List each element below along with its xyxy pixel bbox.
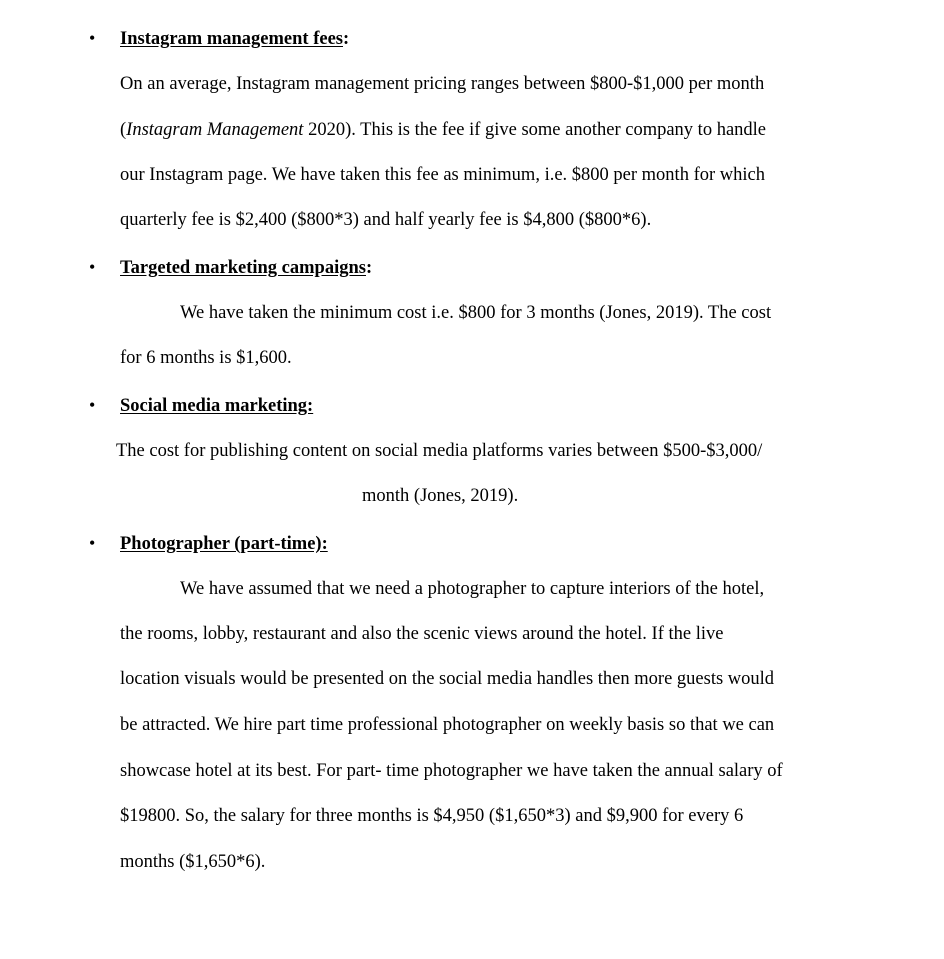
section-heading-photographer: [120, 533, 328, 555]
paragraph-line: showcase hotel at its best. For part- time photographer we have taken the annual salary of: [120, 761, 783, 781]
paragraph-line: our Instagram page. We have taken this fee as minimum, i.e. $800 per month for which: [120, 165, 765, 185]
paragraph-line: On an average, Instagram management pricing ranges between $800-$1,000 per month: [120, 74, 765, 94]
paragraph-line: We have assumed that we need a photographer to capture interiors of the hotel,: [180, 579, 765, 599]
heading-text: Targeted marketing campaigns: [120, 258, 366, 278]
paragraph-line: [120, 119, 766, 141]
citation-title: Instagram Management: [126, 120, 304, 140]
bullet-marker: •: [89, 533, 96, 553]
heading-colon: :: [365, 258, 373, 278]
citation-open: (: [120, 120, 127, 140]
paragraph-line: for 6 months is $1,600.: [120, 348, 292, 368]
heading-text: Photographer (part-time):: [120, 534, 328, 554]
section-heading-instagram-fees: [120, 28, 349, 50]
paragraph-line: $19800. So, the salary for three months is $4,950 ($1,650*3) and $9,900 for every 6: [120, 806, 744, 826]
section-heading-social-media: [120, 395, 313, 417]
bullet-marker: •: [89, 257, 96, 277]
paragraph-line: The cost for publishing content on social media platforms varies between $500-$3,000/: [116, 441, 763, 461]
citation-rest: 2020). This is the fee if give some another company to handle: [303, 120, 767, 140]
paragraph-line: months ($1,650*6).: [120, 852, 266, 872]
paragraph-line: location visuals would be presented on the social media handles then more guests would: [120, 669, 775, 689]
paragraph-line: quarterly fee is $2,400 ($800*3) and half yearly fee is $4,800 ($800*6).: [120, 210, 652, 230]
bullet-marker: •: [89, 28, 96, 48]
paragraph-line: month (Jones, 2019).: [362, 486, 519, 506]
heading-text: Social media marketing:: [120, 396, 314, 416]
heading-text: Instagram management fees: [120, 29, 343, 49]
section-heading-targeted-marketing: [120, 257, 372, 279]
heading-colon: :: [343, 29, 350, 49]
bullet-marker: •: [89, 395, 96, 415]
paragraph-line: be attracted. We hire part time professional photographer on weekly basis so that we can: [120, 715, 775, 735]
paragraph-line: the rooms, lobby, restaurant and also the scenic views around the hotel. If the live: [120, 624, 724, 644]
paragraph-line: We have taken the minimum cost i.e. $800 for 3 months (Jones, 2019). The cost: [180, 303, 772, 323]
